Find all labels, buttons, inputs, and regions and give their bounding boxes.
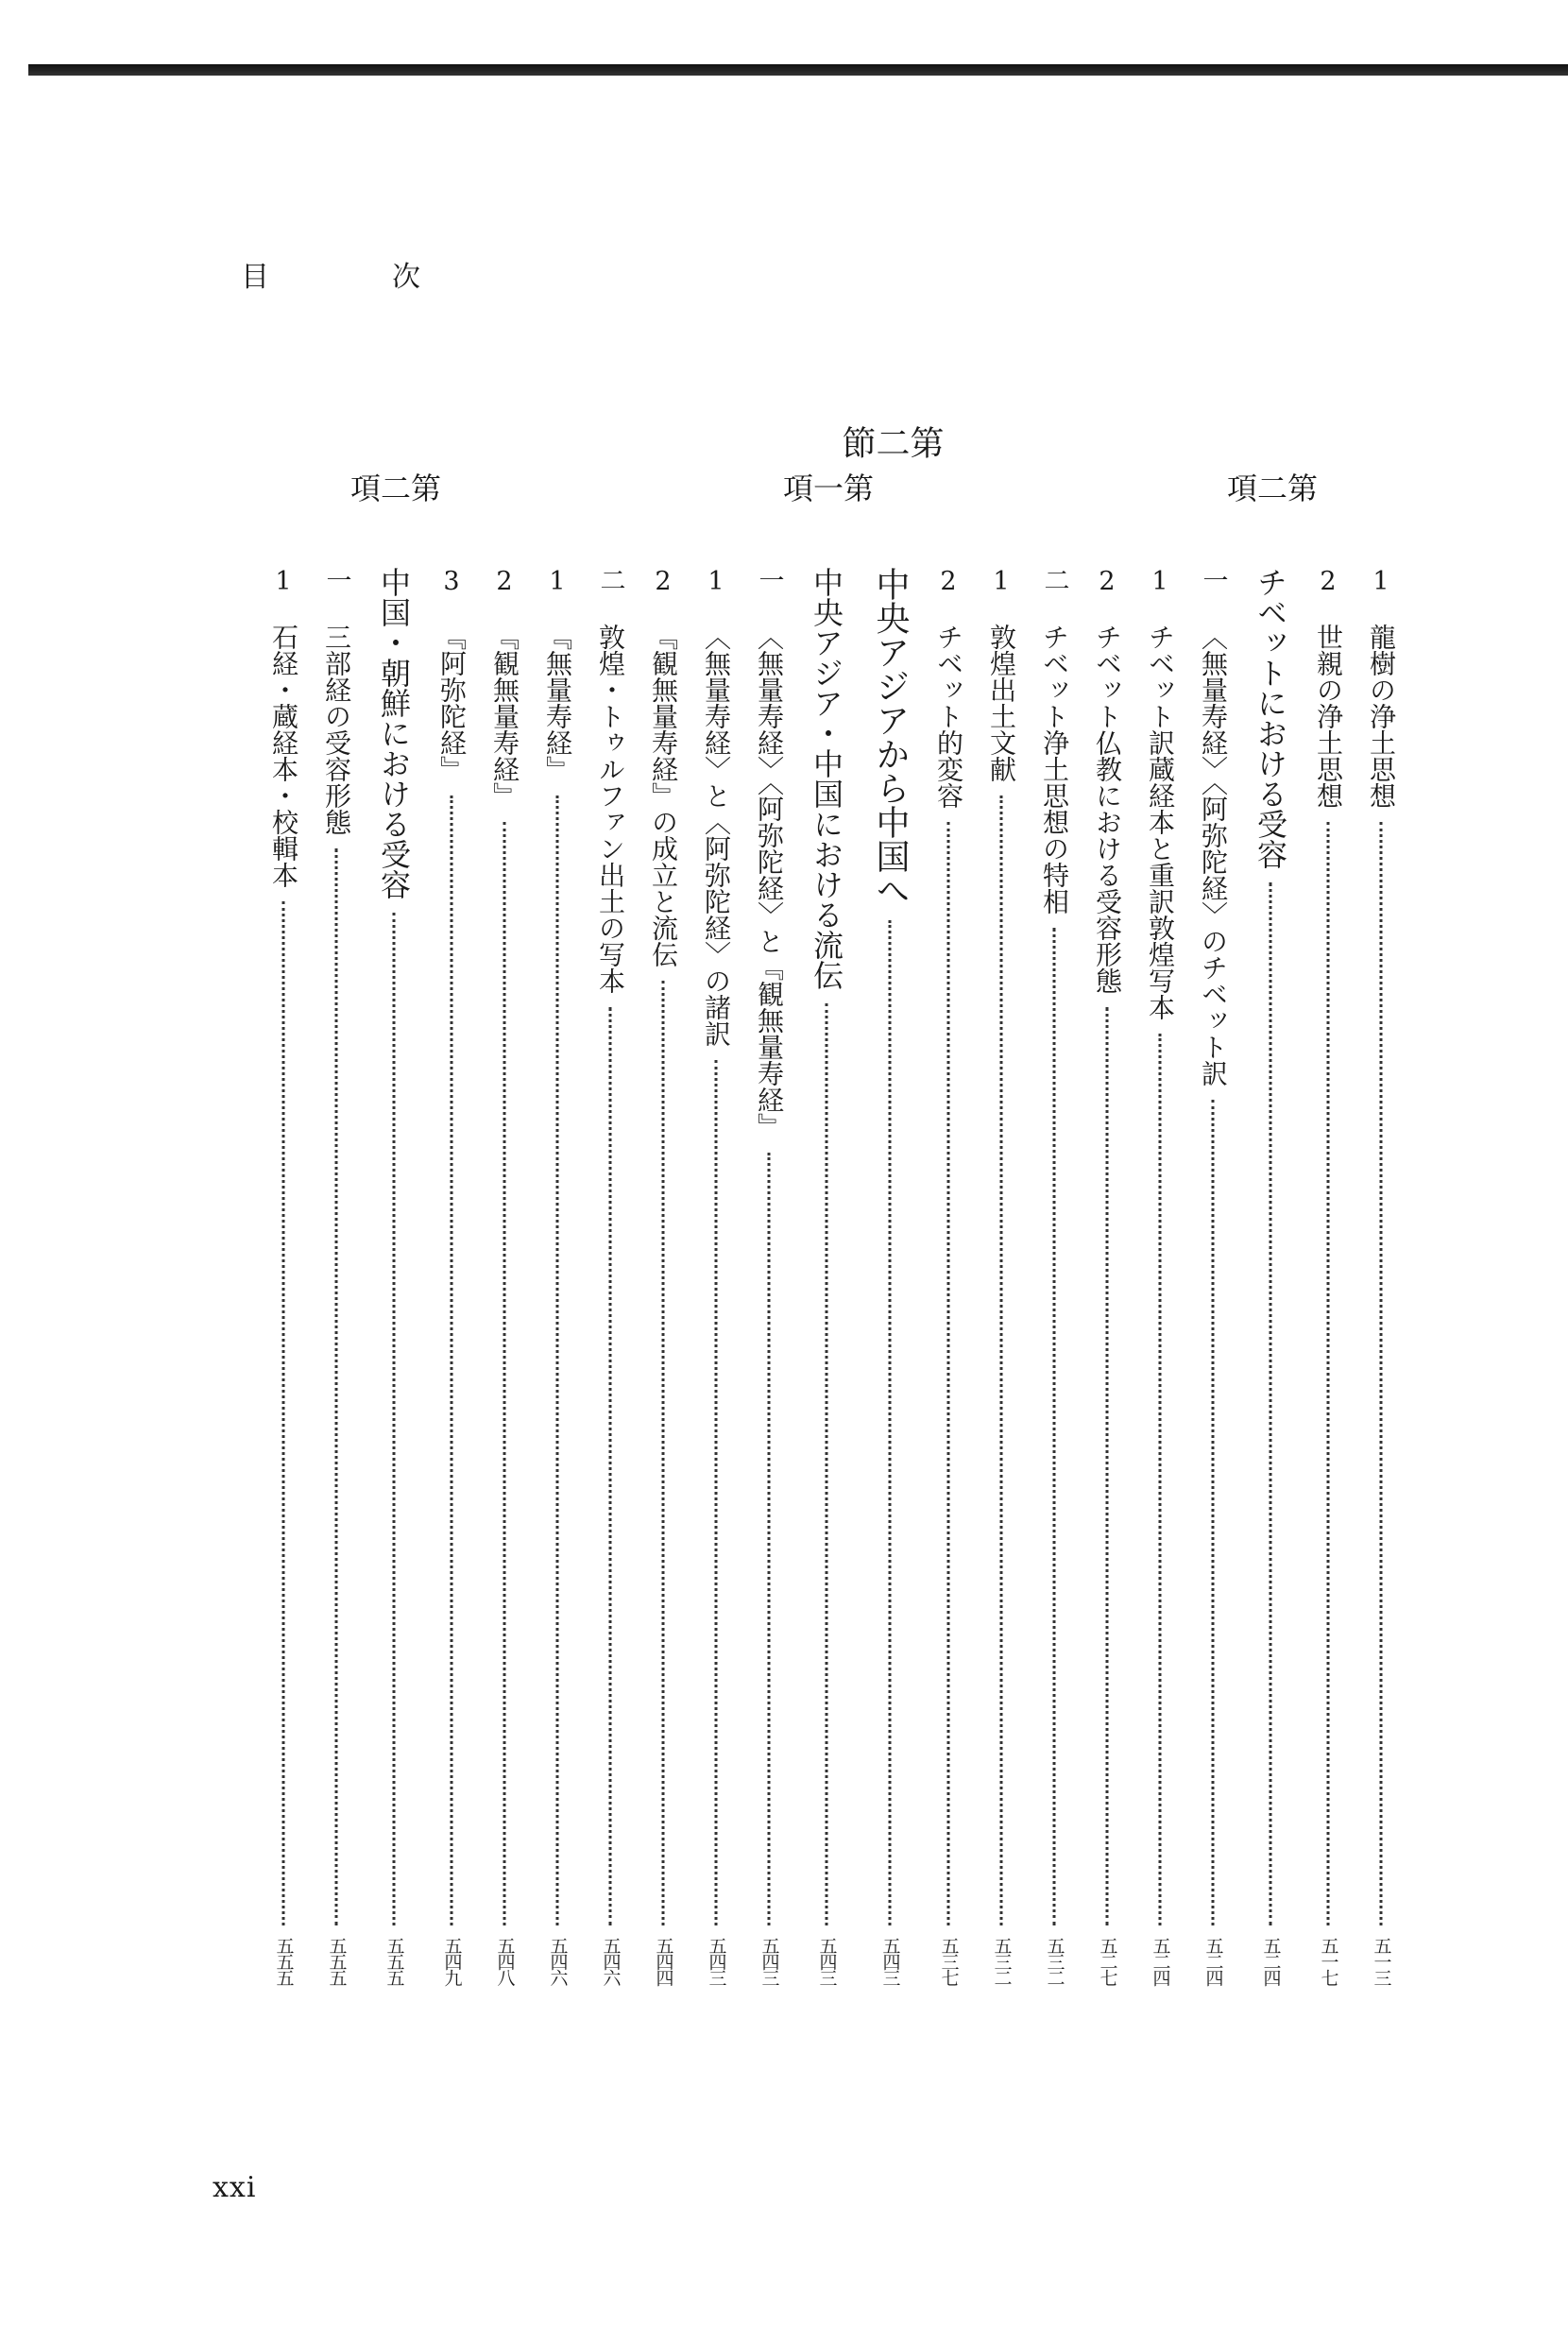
toc-entry-leader [556,796,559,1925]
toc-entry-title: 〈無量寿経〉〈阿弥陀経〉と『観無量寿経』 [754,624,785,1139]
toc-entry-leader [393,913,396,1925]
toc-entry-leader [1106,1007,1109,1925]
toc-entry: 一 〈無量寿経〉〈阿弥陀経〉のチベット訳 五二四 [1198,567,1229,1985]
toc-entry-title: チベットにおける受容 [1253,567,1288,869]
toc-entry: 1 〈無量寿経〉と〈阿弥陀経〉の諸訳 五四三 [701,567,732,1985]
toc-entry-leader [947,822,950,1925]
running-head-right: 次 [392,261,420,294]
toc-entry: 二 チベット浄土思想の特相 五三二 [1039,567,1070,1985]
toc-entry-leader [1159,1034,1162,1925]
toc-entry-page: 五四六 [547,1937,569,1985]
toc-entry-leader [1000,796,1003,1925]
toc-entry-title: チベット訳蔵経本と重訳敦煌写本 [1145,624,1176,1020]
toc-entry-title: 敦煌・トゥルファン出土の写本 [595,624,626,994]
table-of-contents [179,425,1407,2012]
toc-entry: 1 『無量寿経』 五四六 [542,567,573,1985]
toc-entry-title: 中国・朝鮮における受容 [376,567,412,899]
toc-entry-title: 『無量寿経』 [542,624,573,782]
toc-entry: 1 チベット訳蔵経本と重訳敦煌写本 五二四 [1145,567,1176,1985]
toc-entry: 1 敦煌出土文献 五三二 [986,567,1017,1985]
toc-entry: 1 石経・蔵経本・校輯本 五五五 [268,567,299,1985]
toc-entry-leader [889,920,892,1925]
toc-entry-page: 五一七 [1318,1937,1339,1985]
toc-entry: 第二節 中央アジアから中国へ 五四三 [837,425,944,1985]
toc-entry-page: 五三二 [991,1937,1013,1985]
running-head [241,253,420,295]
toc-entry-leader [1053,928,1056,1925]
toc-entry: 第二項 チベットにおける受容 五二四 [1222,472,1319,1985]
toc-entry-page: 五五五 [383,1937,405,1985]
toc-entry-leader [451,796,453,1925]
toc-entry: 第一項 中央アジア・中国における流伝 五四三 [778,472,875,1985]
toc-entry-leader [609,1007,612,1925]
toc-entry: 一 〈無量寿経〉〈阿弥陀経〉と『観無量寿経』 五四三 [754,567,785,1985]
toc-entry: 二 敦煌・トゥルファン出土の写本 五四六 [595,567,626,1985]
toc-entry-page: 五二七 [1097,1937,1118,1985]
toc-entry-title: チベット仏教における受容形態 [1092,624,1123,994]
top-rule [28,64,1568,76]
toc-entry-title: 『観無量寿経』の成立と流伝 [648,624,679,967]
toc-entry-page: 五四六 [600,1937,622,1985]
toc-entry: 2 チベット的変容 五三七 [933,567,964,1985]
toc-entry-leader [1380,822,1383,1925]
toc-entry-leader [1327,822,1330,1925]
toc-entry: 2 世親の浄土思想 五一七 [1313,567,1344,1985]
toc-entry: 2 『観無量寿経』の成立と流伝 五四四 [648,567,679,1985]
toc-entry-title: 三部経の受容形態 [321,624,352,835]
toc-entry-page: 五四九 [441,1937,463,1985]
toc-entry: 2 チベット仏教における受容形態 五二七 [1092,567,1123,1985]
toc-entry-title: 敦煌出土文献 [986,624,1017,782]
toc-entry-leader [715,1060,718,1925]
toc-entry: 第二項 中国・朝鮮における受容 五五五 [346,472,442,1985]
toc-entry-leader [826,1003,828,1925]
toc-entry-page: 五二四 [1202,1937,1224,1985]
toc-entry-page: 五四三 [816,1937,838,1985]
toc-entry-leader [503,822,506,1925]
toc-entry: 3 『阿弥陀経』 五四九 [436,567,468,1985]
toc-entry-title: 石経・蔵経本・校輯本 [268,624,299,888]
toc-entry-page: 五二四 [1150,1937,1171,1985]
toc-entry-title: 『観無量寿経』 [489,624,520,809]
running-head-left: 目 [241,261,269,294]
toc-entry-page: 五四八 [494,1937,516,1985]
toc-entry-title: チベット浄土思想の特相 [1039,624,1070,915]
toc-entry-page: 五四三 [758,1937,780,1985]
toc-entry-page: 五四三 [706,1937,727,1985]
toc-entry-page: 五一三 [1371,1937,1392,1985]
toc-entry-page: 五三二 [1044,1937,1065,1985]
page-folio: xxi [213,2171,257,2204]
toc-entry-title: 世親の浄土思想 [1313,624,1344,809]
toc-entry-page: 五二四 [1260,1937,1282,1985]
toc-entry-title: 〈無量寿経〉と〈阿弥陀経〉の諸訳 [701,624,732,1047]
toc-entry: 一 三部経の受容形態 五五五 [321,567,352,1985]
toc-entry-title: チベット的変容 [933,624,964,809]
toc-entry-leader [282,901,285,1925]
toc-entry-title: 『阿弥陀経』 [436,624,468,782]
toc-entry-page: 五三七 [938,1937,960,1985]
toc-entry-page: 五四四 [653,1937,674,1985]
toc-entry-leader [662,981,665,1925]
toc-entry-leader [1270,882,1272,1925]
toc-entry-title: 龍樹の浄土思想 [1366,624,1397,809]
toc-entry-title: 〈無量寿経〉〈阿弥陀経〉のチベット訳 [1198,624,1229,1086]
toc-entry: 2 『観無量寿経』 五四八 [489,567,520,1985]
toc-entry-page: 五五五 [326,1937,348,1985]
toc-entry-leader [1212,1100,1215,1925]
toc-entry-page: 五四三 [879,1937,901,1985]
toc-entry-title: 中央アジアから中国へ [871,567,910,907]
toc-entry-page: 五五五 [273,1937,295,1985]
toc-entry-title: 中央アジア・中国における流伝 [809,567,844,990]
toc-entry-leader [768,1153,771,1925]
toc-entry-leader [335,848,338,1925]
toc-entry: 1 龍樹の浄土思想 五一三 [1366,567,1397,1985]
